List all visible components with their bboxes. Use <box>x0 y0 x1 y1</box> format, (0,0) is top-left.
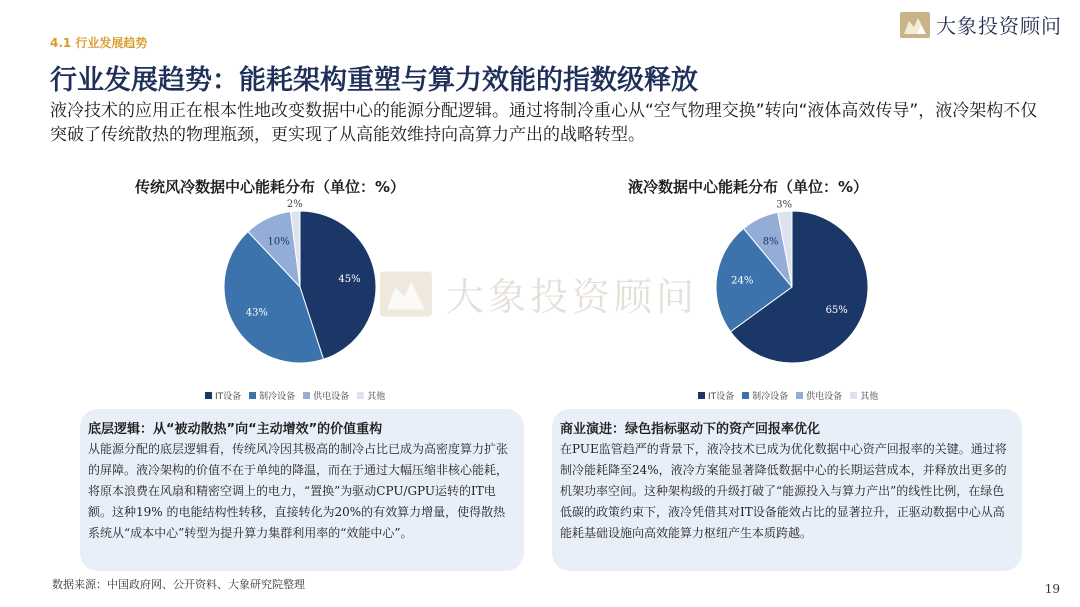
card-title: 底层逻辑：从“被动散热”向“主动增效”的价值重构 <box>88 422 383 437</box>
pie-data-label: 8% <box>762 236 779 248</box>
legend-item-cooling <box>249 389 295 402</box>
card-title: 商业演进：绿色指标驱动下的资产回报率优化 <box>560 422 821 437</box>
legend-swatch <box>850 392 857 399</box>
legend-swatch <box>303 392 310 399</box>
pie-chart-air-cooled <box>210 198 390 376</box>
legend-swatch <box>796 392 803 399</box>
card-body: 从能源分配的底层逻辑看，传统风冷因其极高的制冷占比已成为高密度算力扩张的屏障。液冷架构的价值不在于单纯的降温，而在于通过大幅压缩非核心能耗，将原本浪费在风扇和精密空调上的电力，“置换”为驱动CPU/GPU运转的IT电额。这种19% 的电能结构性转移，直接转化为20%的有效算力增量，使得散热系统从“成本中心”转型为提升算力集群利用率的“效能中心”。 <box>88 442 509 540</box>
page-title: 行业发展趋势：能耗架构重塑与算力效能的指数级释放 <box>50 65 698 96</box>
legend-swatch <box>249 392 256 399</box>
legend-item-power <box>796 389 842 402</box>
pie-data-label: 3% <box>776 199 793 211</box>
brand-name: 大象投资顾问 <box>936 14 1062 38</box>
legend-label: 其他 <box>367 392 386 402</box>
info-card-business-evolution <box>552 409 1022 571</box>
legend-liquid-cooled <box>698 389 886 402</box>
section-label: 4.1 行业发展趋势 <box>50 36 148 50</box>
legend-label: 供电设备 <box>806 392 843 402</box>
pie-data-label: 45% <box>338 274 361 286</box>
watermark-text: 大象投资顾问 <box>446 275 699 319</box>
legend-item-it <box>205 389 241 402</box>
card-body: 在PUE监管趋严的背景下，液冷技术已成为优化数据中心资产回报率的关键。通过将制冷能耗降至24%，液冷方案能显著降低数据中心的长期运营成本，并释放出更多的机架功率空间。这种架构级的升级打破了“能源投入与算力产出”的线性比例，在绿色低碳的政策约束下，液冷凭借其对IT设备能效占比的显著拉升，正驱动数据中心从高能耗基础设施向高效能算力枢纽产生本质跨越。 <box>560 442 1007 540</box>
elephant-logo-icon <box>900 12 930 38</box>
legend-item-other <box>850 389 878 402</box>
legend-item-cooling <box>742 389 788 402</box>
pie-data-label: 2% <box>286 199 303 211</box>
pie-data-label: 43% <box>245 307 268 319</box>
chart-title-liquid-cooled: 液冷数据中心能耗分布（单位：%） <box>628 178 869 196</box>
legend-swatch <box>742 392 749 399</box>
legend-label: IT设备 <box>215 392 242 402</box>
pie-chart-liquid-cooled <box>702 198 882 376</box>
legend-label: 其他 <box>860 392 879 402</box>
legend-label: 制冷设备 <box>752 392 789 402</box>
pie-data-label: 65% <box>825 304 848 316</box>
legend-swatch <box>357 392 364 399</box>
page-number: 19 <box>1044 582 1060 596</box>
intro-paragraph: 液冷技术的应用正在根本性地改变数据中心的能源分配逻辑。通过将制冷重心从“空气物理交换”转向“液体高效传导”，液冷架构不仅突破了传统散热的物理瓶颈，更实现了从高能效维持向高算力产出的战略转型。 <box>50 101 1038 145</box>
data-source: 数据来源：中国政府网、公开资料、大象研究院整理 <box>52 578 305 591</box>
chart-title-air-cooled: 传统风冷数据中心能耗分布（单位：%） <box>135 178 406 196</box>
legend-air-cooled <box>205 389 393 402</box>
watermark <box>380 266 698 321</box>
legend-item-it <box>698 389 734 402</box>
info-card-underlying-logic <box>80 409 524 571</box>
legend-item-other <box>357 389 385 402</box>
legend-label: IT设备 <box>708 392 735 402</box>
legend-label: 供电设备 <box>313 392 350 402</box>
legend-item-power <box>303 389 349 402</box>
legend-label: 制冷设备 <box>259 392 296 402</box>
legend-swatch <box>205 392 212 399</box>
elephant-logo-icon <box>380 271 432 317</box>
brand-logo <box>900 10 1062 39</box>
legend-swatch <box>698 392 705 399</box>
pie-data-label: 10% <box>267 236 290 248</box>
pie-data-label: 24% <box>731 275 754 287</box>
